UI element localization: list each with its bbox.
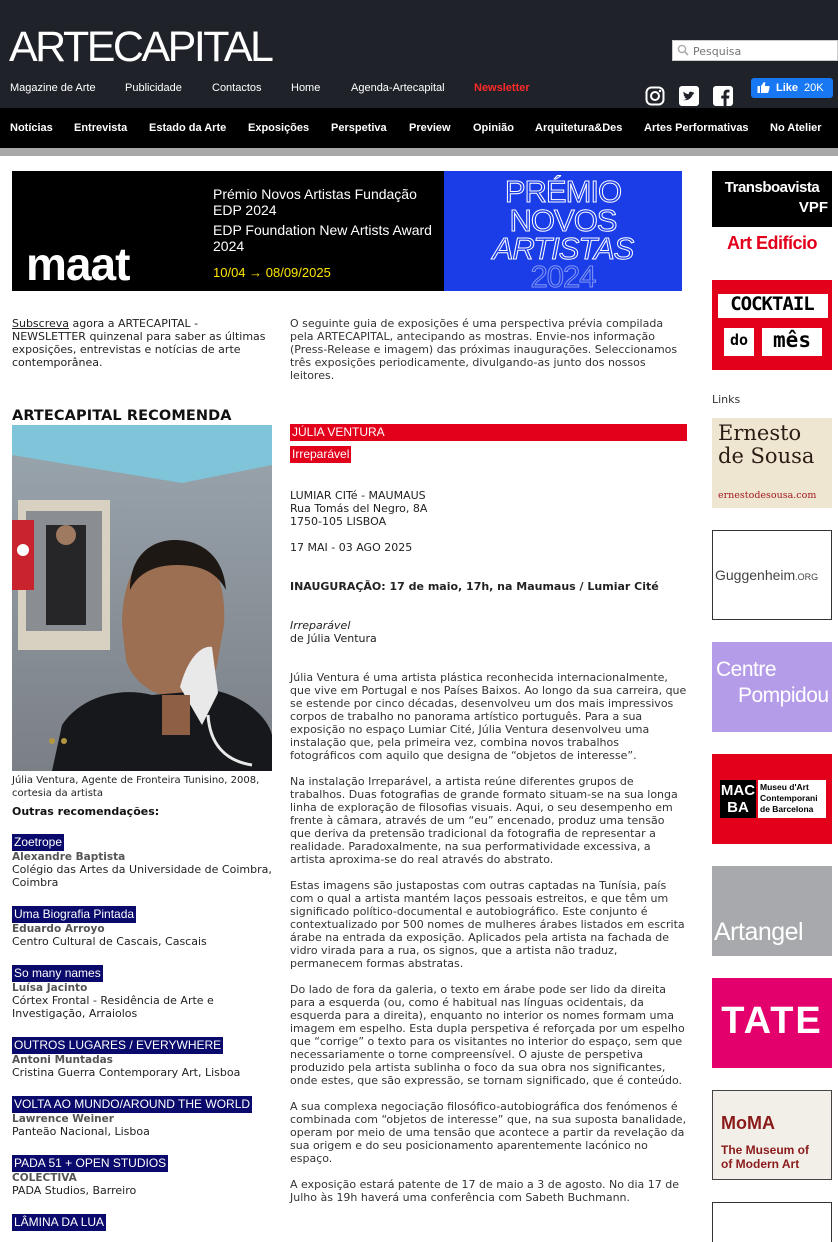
facebook-like-button[interactable] xyxy=(751,78,833,98)
recommendation-title[interactable]: VOLTA AO MUNDO/AROUND THE WORLD xyxy=(14,1097,251,1111)
recommendation-item xyxy=(12,834,274,889)
venue-line: Rua Tomás del Negro, 8A xyxy=(290,502,428,515)
moma-subtitle-line: The Museum of xyxy=(721,1143,810,1157)
recommendation-artist: Alexandre Baptista xyxy=(12,851,126,863)
ad-transboavista-name: Transboavista xyxy=(724,179,820,196)
link-tate[interactable] xyxy=(712,978,832,1068)
recommendation-title[interactable]: PADA 51 + OPEN STUDIOS xyxy=(14,1156,167,1170)
ernesto-name-line2: de Sousa xyxy=(718,444,815,468)
other-recommendations-heading: Outras recomendações: xyxy=(12,805,160,818)
article-dates: 17 MAI - 03 AGO 2025 xyxy=(290,541,413,554)
recommendation-venue: Centro Cultural de Cascais, Cascais xyxy=(12,935,207,948)
work-by: de Júlia Ventura xyxy=(290,632,377,645)
photo-caption: Júlia Ventura, Agente de Fronteira Tunisino, 2008, cortesia da artista xyxy=(12,775,260,799)
recommendation-title[interactable]: Zoetrope xyxy=(14,835,63,849)
link-artangel[interactable] xyxy=(712,866,832,956)
site-logo[interactable]: ARTECAPITAL xyxy=(9,23,272,71)
banner-art-line: PRÉMIO xyxy=(504,174,622,209)
topnav-newsletter[interactable]: Newsletter xyxy=(474,82,530,94)
work-title: Irreparável xyxy=(290,619,351,632)
venue-line: LUMIAR CITé - MAUMAUS xyxy=(290,489,426,502)
feature-photo-illustration xyxy=(12,425,272,771)
macba-text xyxy=(760,782,818,815)
links-label: Links xyxy=(712,393,741,406)
search-box[interactable] xyxy=(672,40,838,61)
macba-text-line: de Barcelona xyxy=(760,804,814,814)
recommendation-venue: Cristina Guerra Contemporary Art, Lisboa xyxy=(12,1066,241,1079)
recommends-heading: ARTECAPITAL RECOMENDA xyxy=(12,408,232,424)
search-input[interactable] xyxy=(693,43,833,59)
facebook-icon[interactable] xyxy=(713,86,733,106)
nav-divider xyxy=(0,148,838,156)
banner-ad[interactable] xyxy=(12,171,682,291)
banner-dates: 10/04 → 08/09/2025 xyxy=(213,265,331,280)
fb-like-label: Like xyxy=(776,82,799,94)
nav-no-atelier[interactable]: No Atelier xyxy=(770,122,822,134)
thumbs-up-icon xyxy=(757,81,770,94)
ad-transboavista-vpf: VPF xyxy=(798,199,828,216)
banner-title-en: EDP Foundation New Artists Award 2024 xyxy=(213,222,432,254)
topnav-contactos[interactable]: Contactos xyxy=(212,82,262,94)
cocktail-title: COCKTAIL xyxy=(730,293,814,315)
topnav-magazine[interactable]: Magazine de Arte xyxy=(10,82,96,94)
nav-preview[interactable]: Preview xyxy=(409,122,451,134)
article-artist: JÚLIA VENTURA xyxy=(290,424,687,441)
macba-logo-line2: BA xyxy=(727,799,749,816)
banner-title-pt: Prémio Novos Artistas Fundação EDP 2024 xyxy=(213,186,417,218)
venue-line: 1750-105 LISBOA xyxy=(290,515,387,528)
article-inauguration: INAUGURAÇÃO: 17 de maio, 17h, na Maumaus / Lumiar Cité xyxy=(290,580,659,593)
newsletter-text: agora a ARTECAPITAL - NEWSLETTER quinzenal para saber as últimas exposições, entrevistas e notícias de arte contemporânea. xyxy=(12,317,266,369)
link-macba[interactable] xyxy=(712,754,832,844)
recommendation-title[interactable]: OUTROS LUGARES / EVERYWHERE xyxy=(14,1038,222,1052)
newsletter-promo xyxy=(12,317,272,369)
ad-cocktail-do-mes[interactable] xyxy=(712,280,832,370)
recommendation-artist: Antoni Muntadas xyxy=(12,1054,113,1066)
site-header xyxy=(0,0,838,108)
nav-opiniao[interactable]: Opinião xyxy=(473,122,514,134)
recommendation-item xyxy=(12,1037,274,1079)
instagram-icon[interactable] xyxy=(645,86,665,106)
recommendation-item xyxy=(12,965,274,1020)
search-icon xyxy=(677,44,689,56)
pompidou-line1: Centre xyxy=(716,658,777,681)
ernesto-name-line1: Ernesto xyxy=(718,421,802,445)
recommendation-item xyxy=(12,1214,274,1231)
article-paragraph: A sua complexa negociação filosófico-autobiográfica dos fenómenos é combinada com “objetos de interesse” que, na sua suposta banalidade, operam por meio de uma tensão que acontece a partir da revelação da sua origem e do seu posicionamento aparentemente lacónico no espaço. xyxy=(290,1100,687,1165)
recommendation-artist: COLECTIVA xyxy=(12,1172,77,1184)
guggenheim-name xyxy=(715,567,818,583)
nav-entrevista[interactable]: Entrevista xyxy=(74,122,128,134)
cocktail-mes: mês xyxy=(773,328,811,352)
moma-title: MoMA xyxy=(721,1113,775,1133)
nav-arquitetura[interactable]: Arquitetura&Des xyxy=(535,122,623,134)
topnav-publicidade[interactable]: Publicidade xyxy=(125,82,182,94)
main-nav xyxy=(0,108,838,148)
recommendation-venue: Panteão Nacional, Lisboa xyxy=(12,1125,150,1138)
banner-art-line: ARTISTAS xyxy=(492,231,634,266)
link-partial-next[interactable] xyxy=(712,1202,832,1242)
macba-text-line: Contemporani xyxy=(760,793,818,803)
nav-perspetiva[interactable]: Perspetiva xyxy=(331,122,387,134)
article-paragraph: Estas imagens são justapostas com outras captadas na Tunísia, país com o qual a artista mantém laços pessoais estreitos, e que têm um significado político-documental e autobiográfico. Este conjunto é contextualizado por 500 nomes de mulheres árabes listados em escrita árabe na entrada da exposição. Aplicados pela artista na fachada de vidro virada para a rua, os signos, que a artista não traduz, permanecem formas abstratas. xyxy=(290,879,685,970)
recommendation-artist: Lawrence Weiner xyxy=(12,1113,114,1125)
recommendation-title[interactable]: Uma Biografia Pintada xyxy=(14,907,135,921)
ad-art-edificio: Art Edifício xyxy=(726,233,817,253)
recommendation-item xyxy=(12,1096,274,1138)
recommendation-item xyxy=(12,906,274,948)
moma-subtitle-line: of Modern Art xyxy=(721,1157,800,1171)
topnav-agenda[interactable]: Agenda-Artecapital xyxy=(351,82,445,94)
article-paragraph: Do lado de fora da galeria, o texto em árabe pode ser lido da direita para a esquerda (ou, como é habitual nas línguas ocidentais, da esquerda para a direita), enquanto no interior os nomes formam uma imagem em espelho. Esta dupla perspetiva é reforçada por um espelho que “corrige” o texto para os visitantes no interior do espaço, sem que necessariamente o torne compreensível. O ajuste de perspetiva produzido pela artista sublinha o foco da sua obra nos significantes, onde estes, que são expressão, se tornam significado, que é conteúdo. xyxy=(290,983,685,1087)
artangel-name: Artangel xyxy=(714,918,804,946)
guide-intro: O seguinte guia de exposições é uma perspectiva prévia compilada pela ARTECAPITAL, antecipando as mostras. Envie-nos informação (Press-Release e imagem) das próximas inaugurações. Seleccionamos três exposições periodicamente, divulgando-as junto dos nossos leitores. xyxy=(290,317,678,382)
article-title: Irreparável xyxy=(292,447,350,461)
fb-like-count: 20K xyxy=(804,82,824,94)
subscribe-link[interactable]: Subscreva xyxy=(12,317,70,330)
article-venue xyxy=(290,489,686,528)
recommendation-artist: Luísa Jacinto xyxy=(12,982,88,994)
moma-subtitle xyxy=(721,1143,809,1171)
recommendation-venue: Córtex Frontal - Residência de Arte e Investigação, Arraiolos xyxy=(12,994,214,1020)
recommendation-venue: PADA Studios, Barreiro xyxy=(12,1184,137,1197)
recommendation-artist: Eduardo Arroyo xyxy=(12,923,105,935)
cocktail-do: do xyxy=(729,331,749,349)
guggenheim-suffix: .ORG xyxy=(795,572,819,582)
ad-transboavista[interactable] xyxy=(712,171,832,261)
banner-art-line: 2024 xyxy=(530,259,596,291)
feature-photo[interactable] xyxy=(12,425,272,771)
nav-noticias[interactable]: Notícias xyxy=(10,122,53,134)
nav-exposicoes[interactable]: Exposições xyxy=(248,122,310,134)
link-guggenheim[interactable] xyxy=(712,530,832,620)
ad-transboavista-header xyxy=(712,171,832,227)
ernesto-url: ernestodesousa.com xyxy=(718,490,817,501)
topnav-home[interactable]: Home xyxy=(291,82,321,94)
article-paragraph: Júlia Ventura é uma artista plástica reconhecida internacionalmente, que vive em Portugal e nos Países Baixos. Ao longo da sua carreira, que se estende por cinco décadas, desenvolveu um dos mais impressivos corpos de trabalho no panorama artístico português. Para a sua exposição no espaço Lumiar Cité, Júlia Ventura desenvolveu uma instalação que, pela primeira vez, combina novos trabalhos fotográficos com aquilo que designa de “objetos de interesse”. xyxy=(290,671,687,762)
recommendation-title[interactable]: LÂMINA DA LUA xyxy=(14,1215,105,1229)
tate-name: TATE xyxy=(721,1000,823,1042)
banner-art-line: NOVOS xyxy=(509,203,617,238)
article-work xyxy=(290,619,377,645)
article-paragraph: A exposição estará patente de 17 de maio a 3 de agosto. No dia 17 de Julho às 19h haverá uma conferência com Sabeth Buchmann. xyxy=(290,1178,679,1204)
pompidou-line2: Pompidou xyxy=(738,684,829,707)
maat-logo: maat xyxy=(26,238,130,290)
recommendation-item xyxy=(12,1155,274,1197)
macba-logo-line1: MAC xyxy=(720,782,756,799)
link-moma[interactable] xyxy=(712,1090,832,1180)
link-ernesto-de-sousa[interactable] xyxy=(712,418,832,508)
nav-estado-da-arte[interactable]: Estado da Arte xyxy=(149,122,227,134)
recommendation-venue: Colégio das Artes da Universidade de Coimbra, Coimbra xyxy=(12,863,272,889)
recommendation-title[interactable]: So many names xyxy=(14,966,101,980)
guggenheim-wordmark: Guggenheim xyxy=(715,567,796,583)
link-centre-pompidou[interactable] xyxy=(712,642,832,732)
article-paragraph: Na instalação Irreparável, a artista reúne diferentes grupos de trabalhos. Duas fotografias de grande formato situam-se na sua longa linha de exploração de filosofias visuais. Aqui, o seu desempenho em frente à câmara, através de um “eu” encenado, produz uma tensão que deriva da pretensão tradicional da fotografia de representar a realidade. Paradoxalmente, na sua performatividade excessiva, a artista aproxima-se do real através do abstrato. xyxy=(290,775,678,866)
twitter-icon[interactable] xyxy=(679,86,699,106)
macba-text-line: Museu d'Art xyxy=(760,782,809,792)
banner-artwork xyxy=(444,171,682,291)
nav-artes-performativas[interactable]: Artes Performativas xyxy=(644,122,749,134)
